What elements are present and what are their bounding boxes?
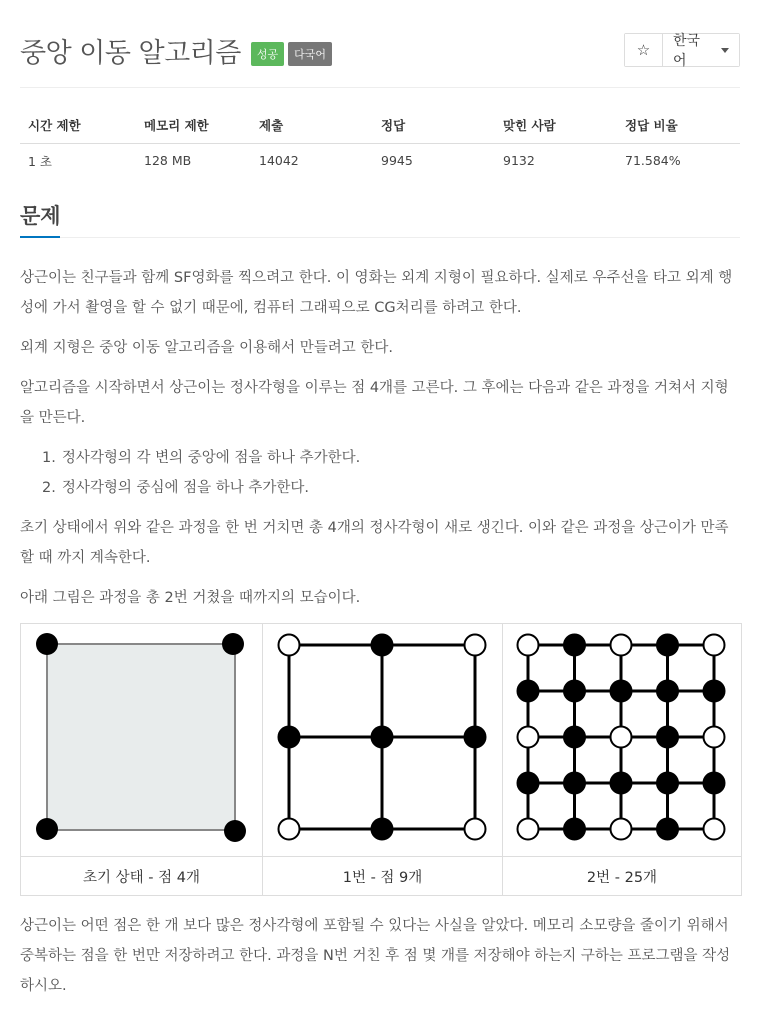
filled-point bbox=[657, 681, 678, 702]
header-accepted: 정답 bbox=[373, 108, 495, 143]
star-icon: ☆ bbox=[636, 41, 651, 59]
figure-caption-initial: 초기 상태 - 점 4개 bbox=[21, 857, 263, 896]
figure-caption-step1: 1번 - 점 9개 bbox=[263, 857, 503, 896]
header-memory-limit: 메모리 제한 bbox=[136, 108, 251, 143]
open-point bbox=[611, 727, 632, 748]
list-item-text: 정사각형의 각 변의 중앙에 점을 하나 추가한다. bbox=[61, 450, 361, 466]
filled-point bbox=[372, 635, 393, 656]
open-point bbox=[279, 819, 300, 840]
filled-point bbox=[372, 819, 393, 840]
filled-point bbox=[657, 773, 678, 794]
description-paragraph-6: 상근이는 어떤 점은 한 개 보다 많은 정사각형에 포함될 수 있다는 사실을 알았다. 메모리 소모량을 줄이기 위해서 중복하는 점을 한 번만 저장하려고 한다. 과정을 N번 거친 후 점 몇 개를 저장해야 하는지 구하는 프로그램을 작성하시오. bbox=[20, 918, 731, 994]
filled-point bbox=[372, 727, 393, 748]
multilang-badge[interactable]: 다국어 bbox=[288, 42, 332, 66]
figure-caption-step2: 2번 - 25개 bbox=[503, 857, 742, 896]
description-paragraph-3: 알고리즘을 시작하면서 상근이는 정사각형을 이루는 점 4개를 고른다. 그 후에는 다음과 같은 과정을 거쳐서 지형을 만든다. bbox=[20, 380, 729, 426]
header-accept-ratio: 정답 비율 bbox=[617, 108, 740, 143]
chevron-down-icon bbox=[721, 48, 729, 53]
list-item bbox=[42, 473, 360, 503]
header-time-limit: 시간 제한 bbox=[20, 108, 136, 143]
section-title: 문제 bbox=[20, 204, 61, 228]
action-button-group bbox=[624, 33, 740, 67]
filled-point bbox=[279, 727, 300, 748]
value-solved-users: 9132 bbox=[503, 153, 535, 169]
list-item-number: 1. bbox=[42, 450, 56, 466]
filled-point bbox=[564, 635, 585, 656]
filled-point bbox=[518, 681, 539, 702]
open-point bbox=[704, 635, 725, 656]
list-item-number: 2. bbox=[42, 480, 56, 496]
section-divider bbox=[20, 237, 740, 238]
figure-step-2 bbox=[503, 624, 741, 852]
filled-point bbox=[657, 727, 678, 748]
figure-initial-state bbox=[21, 624, 262, 852]
open-point bbox=[704, 727, 725, 748]
filled-point bbox=[611, 773, 632, 794]
open-point bbox=[704, 819, 725, 840]
favorite-button[interactable] bbox=[625, 34, 663, 66]
filled-point bbox=[222, 633, 244, 655]
value-accepted: 9945 bbox=[381, 153, 413, 169]
section-underline bbox=[20, 236, 60, 238]
open-point bbox=[518, 727, 539, 748]
divider bbox=[20, 87, 740, 88]
value-accept-ratio: 71.584% bbox=[625, 153, 681, 169]
list-item-text: 정사각형의 중심에 점을 하나 추가한다. bbox=[61, 480, 309, 496]
filled-point bbox=[518, 773, 539, 794]
description-paragraph-1: 상근이는 친구들과 함께 SF영화를 찍으려고 한다. 이 영화는 외계 지형이 필요하다. 실제로 우주선을 타고 외계 행성에 가서 촬영을 할 수 없기 때문에, 컴퓨터 그래픽으로 CG처리를 하려고 한다. bbox=[20, 270, 733, 316]
header-solved-users: 맞힌 사람 bbox=[495, 108, 617, 143]
value-time-limit: 1 초 bbox=[28, 153, 53, 169]
description-paragraph-2: 외계 지형은 중앙 이동 알고리즘을 이용해서 만들려고 한다. bbox=[20, 340, 394, 356]
filled-point bbox=[224, 820, 246, 842]
value-memory-limit: 128 MB bbox=[144, 153, 192, 169]
info-header-row bbox=[20, 108, 740, 143]
open-point bbox=[279, 635, 300, 656]
filled-point bbox=[704, 773, 725, 794]
figure-step-1 bbox=[263, 624, 502, 852]
filled-point bbox=[465, 727, 486, 748]
problem-title: 중앙 이동 알고리즘 bbox=[20, 37, 241, 69]
description-paragraph-5: 아래 그림은 과정을 총 2번 거쳤을 때까지의 모습이다. bbox=[20, 590, 361, 606]
language-label: 한국어 bbox=[673, 33, 701, 69]
open-point bbox=[465, 819, 486, 840]
filled-point bbox=[564, 727, 585, 748]
filled-point bbox=[657, 819, 678, 840]
figure-cell-initial bbox=[21, 624, 263, 857]
filled-point bbox=[611, 681, 632, 702]
filled-point bbox=[36, 633, 58, 655]
figure-cell-step2 bbox=[503, 624, 742, 857]
open-point bbox=[465, 635, 486, 656]
info-value-row bbox=[20, 143, 740, 178]
steps-list bbox=[42, 443, 360, 503]
open-point bbox=[518, 635, 539, 656]
title-row bbox=[20, 30, 332, 70]
problem-info-table bbox=[20, 108, 740, 178]
success-badge[interactable]: 성공 bbox=[251, 42, 284, 66]
square-shape bbox=[47, 644, 235, 830]
description-paragraph-4: 초기 상태에서 위와 같은 과정을 한 번 거치면 총 4개의 정사각형이 새로 생긴다. 이와 같은 과정을 상근이가 만족할 때 까지 계속한다. bbox=[20, 520, 729, 566]
filled-point bbox=[564, 773, 585, 794]
filled-point bbox=[657, 635, 678, 656]
header-submissions: 제출 bbox=[251, 108, 373, 143]
figure-table bbox=[20, 623, 742, 896]
language-dropdown[interactable] bbox=[663, 33, 739, 69]
list-item bbox=[42, 443, 360, 473]
open-point bbox=[611, 819, 632, 840]
figure-cell-step1 bbox=[263, 624, 503, 857]
value-submissions: 14042 bbox=[259, 153, 299, 169]
filled-point bbox=[704, 681, 725, 702]
open-point bbox=[518, 819, 539, 840]
open-point bbox=[611, 635, 632, 656]
filled-point bbox=[36, 818, 58, 840]
filled-point bbox=[564, 819, 585, 840]
filled-point bbox=[564, 681, 585, 702]
